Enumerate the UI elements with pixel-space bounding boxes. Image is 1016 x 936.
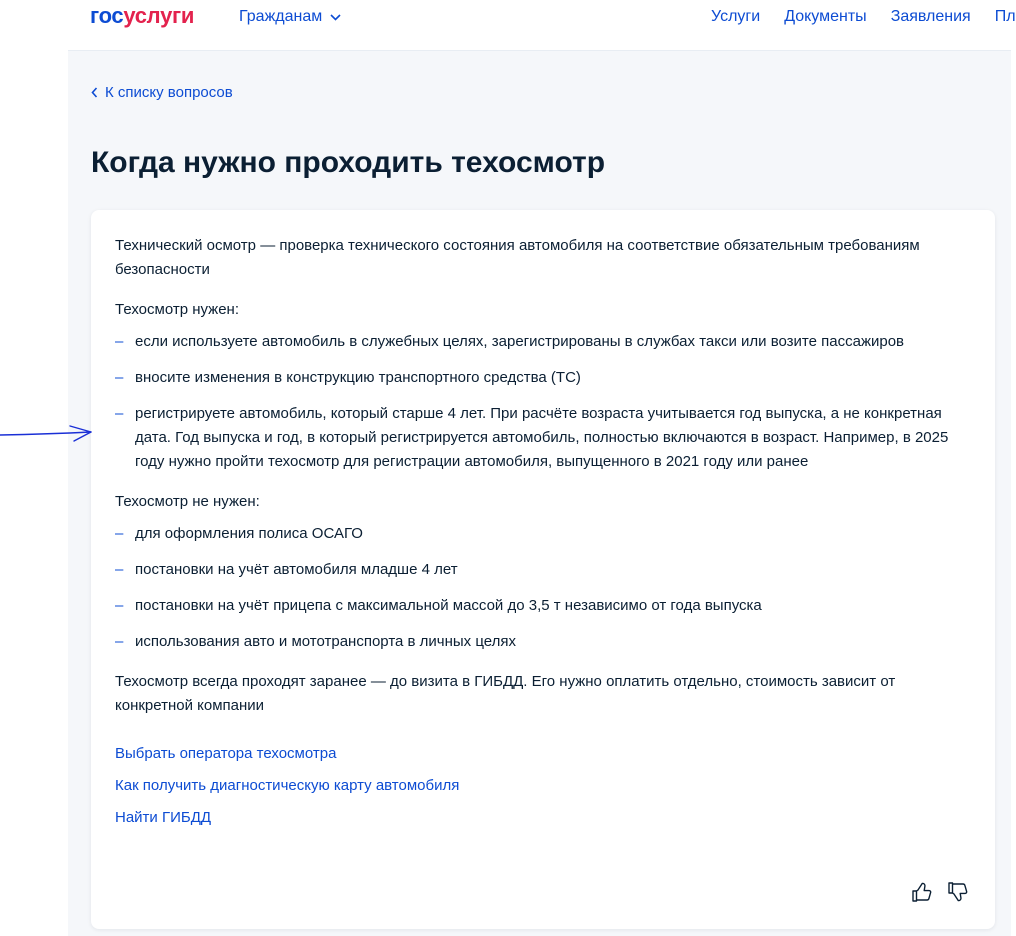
article-card — [91, 210, 995, 929]
back-to-questions-link[interactable] — [91, 84, 233, 101]
site-header — [68, 0, 1016, 51]
list-item: – для оформления полиса ОСАГО — [115, 522, 975, 546]
dash-bullet: – — [115, 369, 124, 386]
top-nav — [711, 8, 1016, 26]
related-links — [115, 742, 975, 830]
dash-bullet: – — [115, 405, 124, 422]
nav-documents[interactable]: Документы — [784, 8, 867, 25]
thumbs-down-icon[interactable] — [947, 881, 969, 903]
nav-payments[interactable]: Пл — [994, 8, 1016, 25]
not-required-list — [115, 522, 975, 654]
list-item: – постановки на учёт автомобиля младше 4 лет — [115, 558, 975, 582]
article-final-note: Техосмотр всегда проходят заранее — до визита в ГИБДД. Его нужно оплатить отдельно, стоимость зависит от конкретной компании — [115, 673, 896, 714]
dash-bullet: – — [115, 633, 124, 650]
list-item: – регистрируете автомобиль, который старше 4 лет. При расчёте возраста учитывается год выпуска, а не конкретная дата. Год выпуска и год, в который регистрируется автомобиль, полностью включаются в возраст. Например, в 2025 году нужно пройти техосмотр для регистрации автомобиля, выпущенного в 2021 году или ранее — [115, 402, 975, 474]
required-heading: Техосмотр нужен: — [115, 301, 239, 318]
chevron-down-icon — [330, 14, 341, 21]
back-link-label: К списку вопросов — [105, 84, 233, 101]
dash-bullet: – — [115, 333, 124, 350]
list-item: – вносите изменения в конструкцию транспортного средства (ТС) — [115, 366, 975, 390]
thumbs-up-icon[interactable] — [911, 881, 933, 903]
nav-applications[interactable]: Заявления — [890, 8, 971, 25]
article-intro: Технический осмотр — проверка технического состояния автомобиля на соответствие обязательным требованиям безопасности — [115, 237, 920, 278]
list-item: – использования авто и мототранспорта в личных целях — [115, 630, 975, 654]
list-item: – если используете автомобиль в служебных целях, зарегистрированы в службах такси или возите пассажиров — [115, 330, 975, 354]
audience-dropdown[interactable] — [239, 8, 341, 26]
nav-services[interactable]: Услуги — [711, 8, 761, 25]
article-body — [115, 234, 975, 838]
page-title: Когда нужно проходить техосмотр — [91, 146, 606, 179]
gosuslugi-logo[interactable]: госуслуги — [90, 3, 195, 28]
audience-label: Гражданам — [239, 8, 323, 25]
dash-bullet: – — [115, 525, 124, 542]
feedback-buttons — [911, 881, 969, 903]
not-required-heading: Техосмотр не нужен: — [115, 493, 260, 510]
chevron-left-icon — [91, 87, 98, 98]
list-item: – постановки на учёт прицепа с максимальной массой до 3,5 т независимо от года выпуска — [115, 594, 975, 618]
required-list — [115, 330, 975, 474]
annotation-arrow-icon — [0, 420, 96, 446]
dash-bullet: – — [115, 561, 124, 578]
find-gibdd-link[interactable]: Найти ГИБДД — [115, 809, 212, 826]
dash-bullet: – — [115, 597, 124, 614]
choose-inspection-operator-link[interactable]: Выбрать оператора техосмотра — [115, 745, 337, 762]
diagnostic-card-link[interactable]: Как получить диагностическую карту автомобиля — [115, 777, 460, 794]
